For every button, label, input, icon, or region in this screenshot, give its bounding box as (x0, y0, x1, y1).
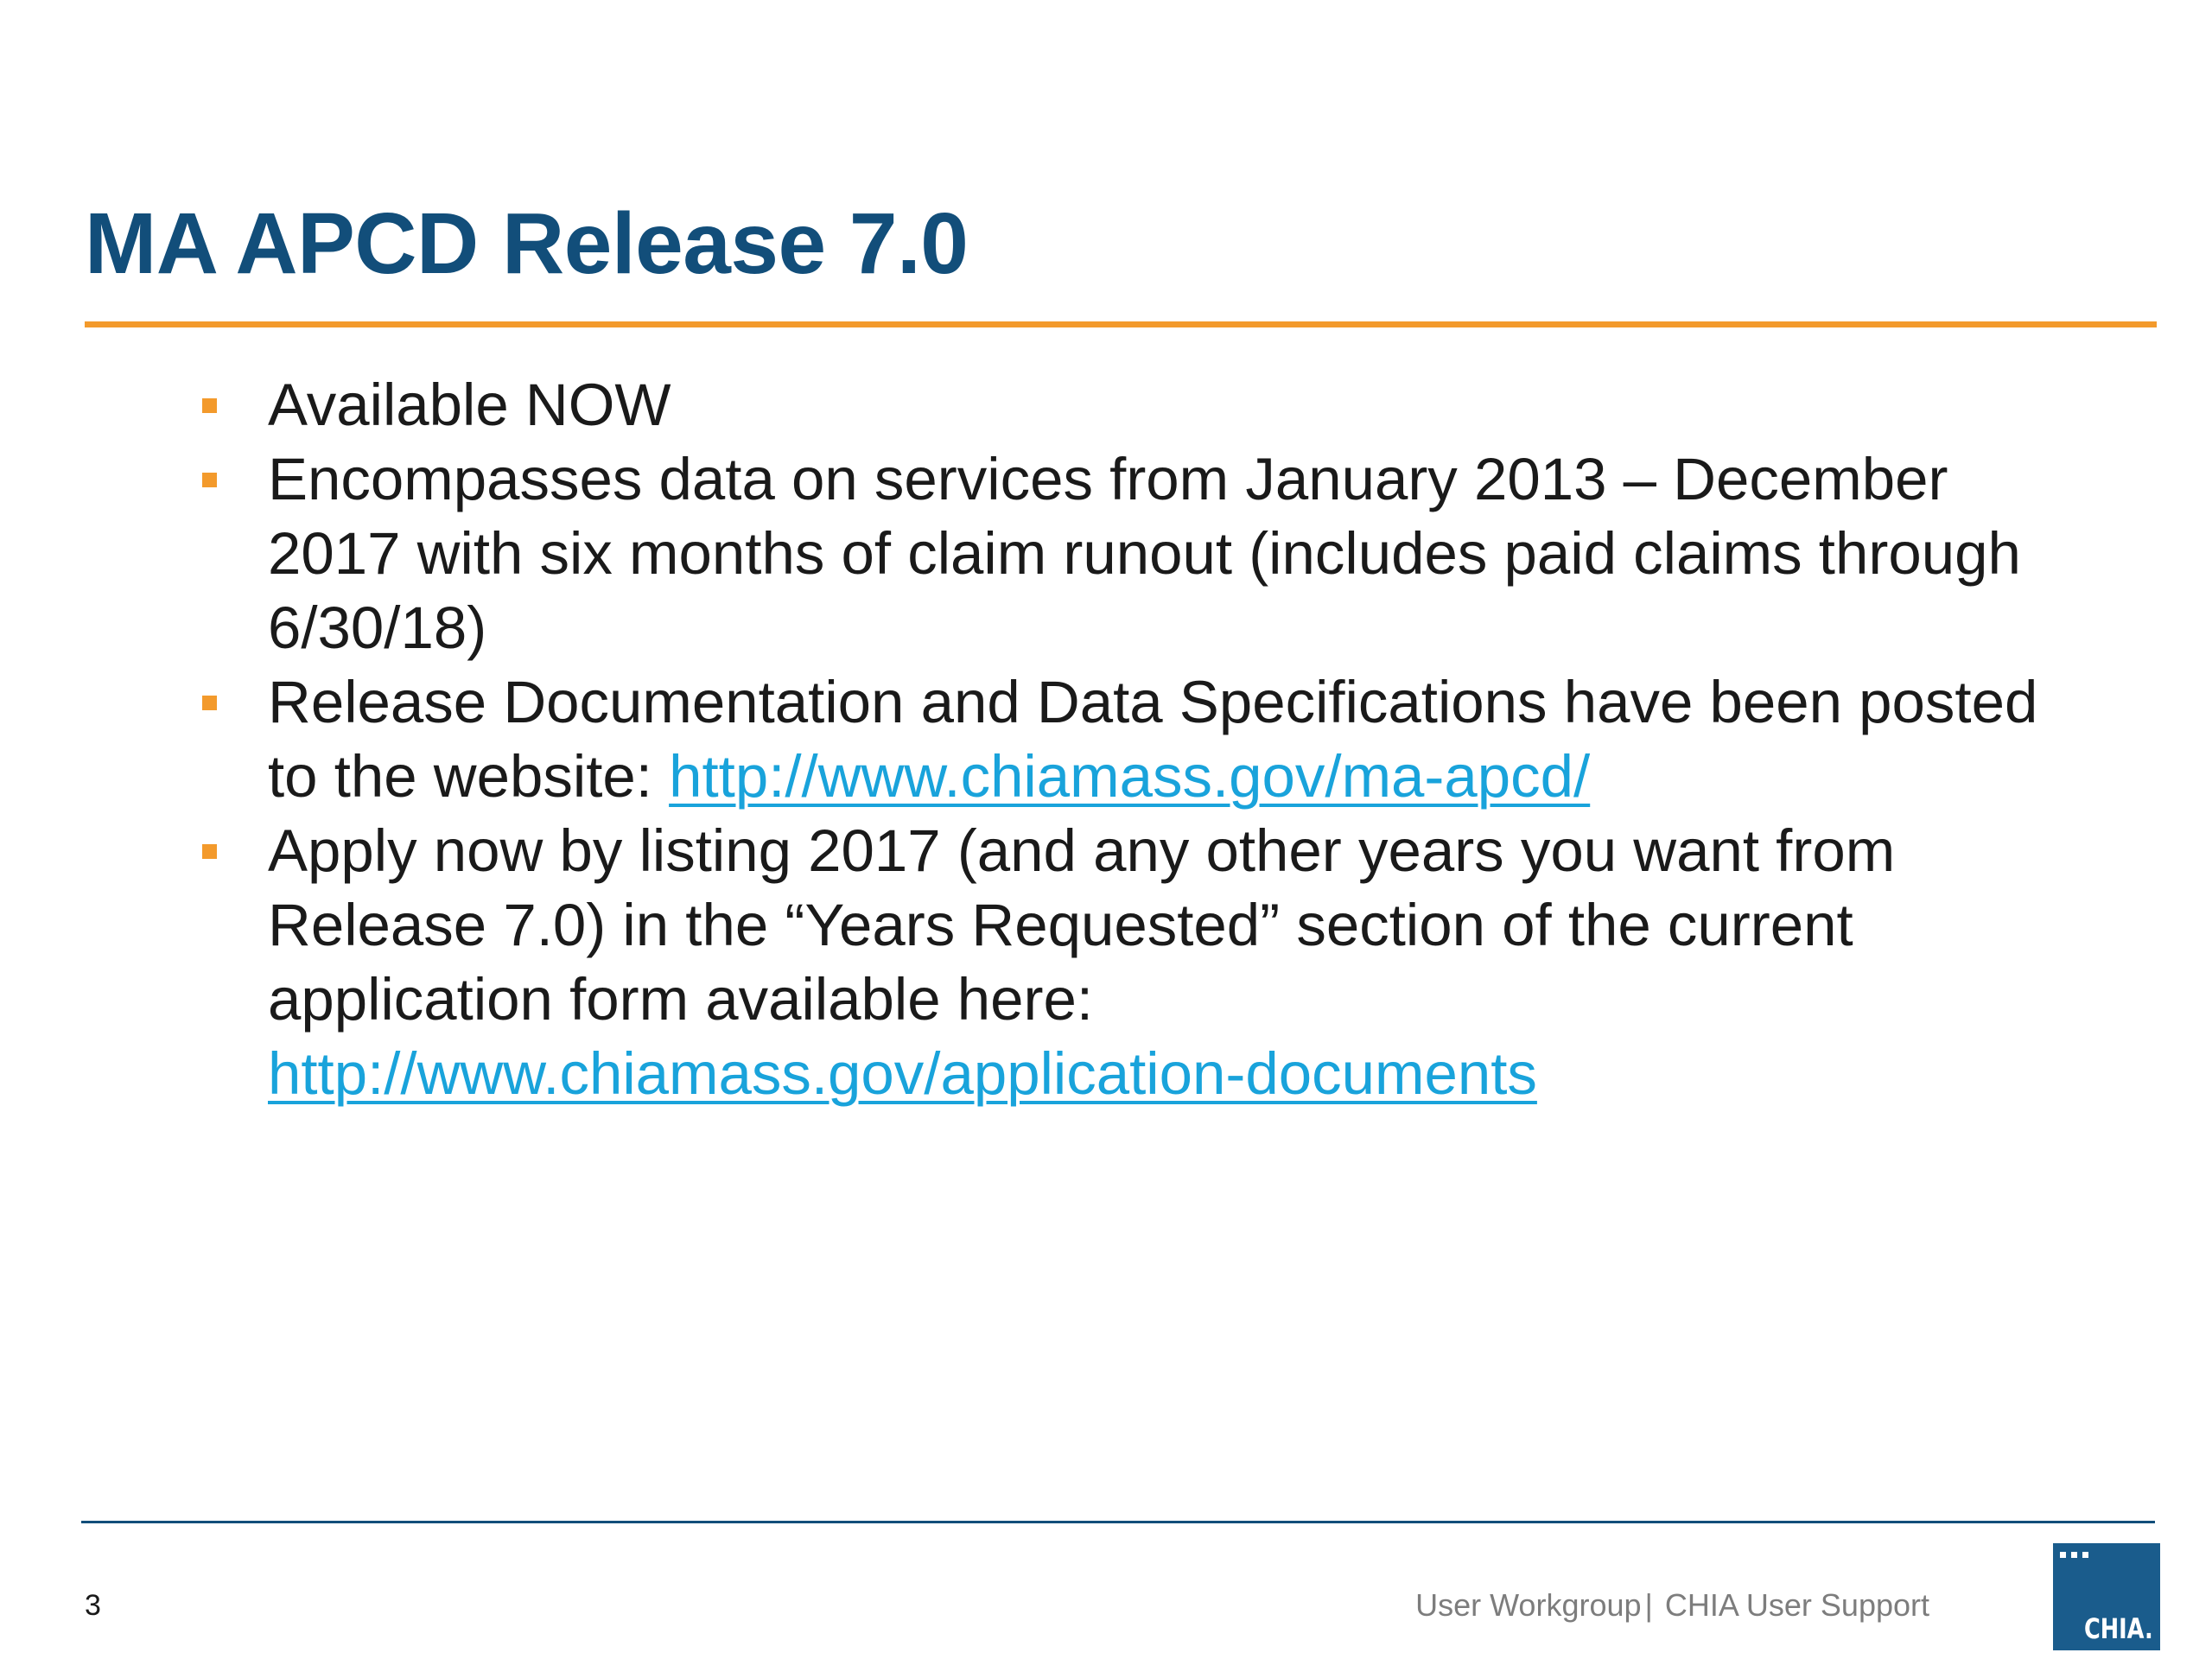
footer-workgroup-label: User Workgroup (1415, 1587, 1642, 1623)
bullet-square-icon (202, 473, 217, 487)
bullet-item (202, 814, 2051, 1111)
bullet-square-icon (202, 398, 217, 413)
footer-separator: | (1644, 1587, 1653, 1623)
bullet-square-icon (202, 844, 217, 859)
bullet-text: Encompasses data on services from January 2013 – December 2017 with six months of claim runout (includes paid claims through 6/30/18) (268, 446, 2021, 661)
bullet-item (202, 368, 2051, 442)
bullet-text: Available NOW (268, 372, 671, 438)
slide-title: MA APCD Release 7.0 (85, 195, 969, 292)
logo-text: CHIA. (2084, 1612, 2153, 1645)
bullet-list (202, 368, 2051, 1111)
logo-dots-icon (2060, 1552, 2088, 1558)
bullet-text: Release Documentation and Data Specifications have been posted to the website: (268, 669, 2038, 810)
bullet-text: Apply now by listing 2017 (and any other years you want from Release 7.0) in the “Years Requested” section of the current application form available here: (268, 817, 1896, 1033)
bullet-item (202, 665, 2051, 814)
ma-apcd-link[interactable]: http://www.chiamass.gov/ma-apcd/ (669, 743, 1591, 810)
bullet-square-icon (202, 696, 217, 710)
page-number: 3 (85, 1589, 101, 1622)
footer-support-label: CHIA User Support (1664, 1587, 1929, 1623)
chia-logo (2053, 1543, 2160, 1650)
application-documents-link[interactable]: http://www.chiamass.gov/application-documents (268, 1040, 1537, 1107)
footer-divider (81, 1521, 2155, 1523)
bullet-item (202, 442, 2051, 665)
footer-label (1415, 1588, 1929, 1623)
title-divider (85, 321, 2157, 327)
